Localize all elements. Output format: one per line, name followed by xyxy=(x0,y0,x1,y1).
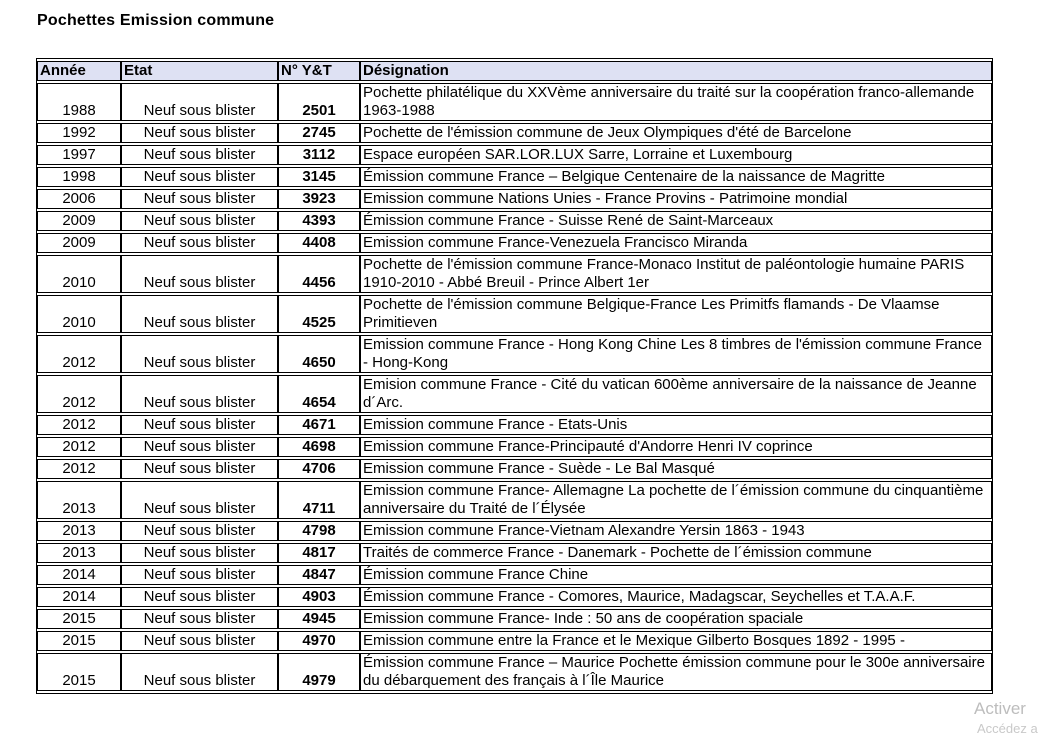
cell-designation: Pochette de l'émission commune Belgique-France Les Primitfs flamands - De Vlaamse Primitieven xyxy=(360,295,992,333)
cell-numero: 4654 xyxy=(278,375,360,413)
cell-annee: 2012 xyxy=(37,415,121,435)
cell-numero: 4847 xyxy=(278,565,360,585)
cell-designation: Emission commune France - Hong Kong Chine Les 8 timbres de l'émission commune France - Hong-Kong xyxy=(360,335,992,373)
cell-annee: 1997 xyxy=(37,145,121,165)
cell-numero: 3112 xyxy=(278,145,360,165)
cell-annee: 2015 xyxy=(37,609,121,629)
cell-etat: Neuf sous blister xyxy=(121,543,278,563)
cell-designation: Traités de commerce France - Danemark - Pochette de l´émission commune xyxy=(360,543,992,563)
cell-designation: Espace européen SAR.LOR.LUX Sarre, Lorraine et Luxembourg xyxy=(360,145,992,165)
header-designation: Désignation xyxy=(360,61,992,81)
table-row xyxy=(37,233,992,253)
cell-annee: 2015 xyxy=(37,631,121,651)
table-row xyxy=(37,335,992,373)
cell-annee: 2014 xyxy=(37,587,121,607)
cell-numero: 4698 xyxy=(278,437,360,457)
table-row xyxy=(37,295,992,333)
table-row xyxy=(37,189,992,209)
cell-numero: 4671 xyxy=(278,415,360,435)
header-etat: Etat xyxy=(121,61,278,81)
cell-numero: 3923 xyxy=(278,189,360,209)
cell-etat: Neuf sous blister xyxy=(121,609,278,629)
cell-etat: Neuf sous blister xyxy=(121,437,278,457)
cell-etat: Neuf sous blister xyxy=(121,145,278,165)
cell-designation: Emission commune entre la France et le Mexique Gilberto Bosques 1892 - 1995 - xyxy=(360,631,992,651)
cell-annee: 2012 xyxy=(37,459,121,479)
cell-etat: Neuf sous blister xyxy=(121,587,278,607)
cell-numero: 4979 xyxy=(278,653,360,691)
cell-etat: Neuf sous blister xyxy=(121,375,278,413)
cell-numero: 4408 xyxy=(278,233,360,253)
cell-numero: 4945 xyxy=(278,609,360,629)
cell-annee: 2010 xyxy=(37,295,121,333)
cell-designation: Émission commune France Chine xyxy=(360,565,992,585)
cell-annee: 2015 xyxy=(37,653,121,691)
cell-annee: 2014 xyxy=(37,565,121,585)
cell-annee: 2009 xyxy=(37,233,121,253)
cell-etat: Neuf sous blister xyxy=(121,631,278,651)
cell-annee: 2012 xyxy=(37,335,121,373)
table-row xyxy=(37,609,992,629)
cell-etat: Neuf sous blister xyxy=(121,335,278,373)
windows-activation-watermark-line1: Activer xyxy=(974,699,1026,718)
cell-etat: Neuf sous blister xyxy=(121,521,278,541)
cell-numero: 4525 xyxy=(278,295,360,333)
cell-numero: 4970 xyxy=(278,631,360,651)
cell-etat: Neuf sous blister xyxy=(121,481,278,519)
cell-numero: 4711 xyxy=(278,481,360,519)
cell-annee: 2012 xyxy=(37,375,121,413)
cell-annee: 2010 xyxy=(37,255,121,293)
header-row xyxy=(37,61,992,81)
cell-designation: Émission commune France - Comores, Maurice, Madagscar, Seychelles et T.A.A.F. xyxy=(360,587,992,607)
cell-etat: Neuf sous blister xyxy=(121,255,278,293)
cell-etat: Neuf sous blister xyxy=(121,565,278,585)
cell-numero: 3145 xyxy=(278,167,360,187)
cell-numero: 4706 xyxy=(278,459,360,479)
cell-designation: Émission commune France - Suisse René de Saint-Marceaux xyxy=(360,211,992,231)
table-row xyxy=(37,437,992,457)
cell-numero: 2745 xyxy=(278,123,360,143)
cell-designation: Émission commune France – Belgique Centenaire de la naissance de Magritte xyxy=(360,167,992,187)
cell-etat: Neuf sous blister xyxy=(121,233,278,253)
cell-designation: Emision commune France - Cité du vatican 600ème anniversaire de la naissance de Jeanne d´Arc. xyxy=(360,375,992,413)
cell-designation: Emission commune France- Allemagne La pochette de l´émission commune du cinquantième anniversaire du Traité de l´Élysée xyxy=(360,481,992,519)
cell-annee: 2012 xyxy=(37,437,121,457)
cell-numero: 2501 xyxy=(278,83,360,121)
cell-designation: Emission commune France-Vietnam Alexandre Yersin 1863 - 1943 xyxy=(360,521,992,541)
cell-etat: Neuf sous blister xyxy=(121,83,278,121)
cell-designation: Emission commune France - Suède - Le Bal Masqué xyxy=(360,459,992,479)
cell-annee: 1988 xyxy=(37,83,121,121)
cell-etat: Neuf sous blister xyxy=(121,167,278,187)
table-row xyxy=(37,521,992,541)
table-row xyxy=(37,587,992,607)
cell-designation: Pochette de l'émission commune de Jeux Olympiques d'été de Barcelone xyxy=(360,123,992,143)
cell-numero: 4650 xyxy=(278,335,360,373)
header-numero-yt: N° Y&T xyxy=(278,61,360,81)
table-row xyxy=(37,83,992,121)
cell-numero: 4456 xyxy=(278,255,360,293)
table-row xyxy=(37,653,992,691)
cell-annee: 2006 xyxy=(37,189,121,209)
cell-etat: Neuf sous blister xyxy=(121,123,278,143)
table-row xyxy=(37,145,992,165)
windows-activation-watermark-line2: Accédez a xyxy=(977,721,1038,736)
cell-designation: Emission commune France-Principauté d'Andorre Henri IV coprince xyxy=(360,437,992,457)
common-issue-pouches-table xyxy=(36,58,993,694)
cell-etat: Neuf sous blister xyxy=(121,189,278,209)
table-row xyxy=(37,565,992,585)
table-row xyxy=(37,543,992,563)
cell-designation: Pochette philatélique du XXVème anniversaire du traité sur la coopération franco-allemande 1963-1988 xyxy=(360,83,992,121)
cell-numero: 4393 xyxy=(278,211,360,231)
header-annee: Année xyxy=(37,61,121,81)
cell-numero: 4798 xyxy=(278,521,360,541)
cell-designation: Emission commune France- Inde : 50 ans de coopération spaciale xyxy=(360,609,992,629)
table-row xyxy=(37,255,992,293)
cell-annee: 1998 xyxy=(37,167,121,187)
cell-designation: Emission commune France-Venezuela Francisco Miranda xyxy=(360,233,992,253)
table-row xyxy=(37,481,992,519)
table-row xyxy=(37,415,992,435)
table-row xyxy=(37,123,992,143)
cell-annee: 1992 xyxy=(37,123,121,143)
cell-etat: Neuf sous blister xyxy=(121,653,278,691)
page-title: Pochettes Emission commune xyxy=(37,12,275,29)
cell-etat: Neuf sous blister xyxy=(121,211,278,231)
cell-designation: Emission commune Nations Unies - France Provins - Patrimoine mondial xyxy=(360,189,992,209)
cell-etat: Neuf sous blister xyxy=(121,295,278,333)
table-row xyxy=(37,631,992,651)
cell-annee: 2013 xyxy=(37,521,121,541)
cell-annee: 2013 xyxy=(37,543,121,563)
cell-etat: Neuf sous blister xyxy=(121,459,278,479)
cell-etat: Neuf sous blister xyxy=(121,415,278,435)
cell-annee: 2013 xyxy=(37,481,121,519)
table-row xyxy=(37,167,992,187)
cell-annee: 2009 xyxy=(37,211,121,231)
table-row xyxy=(37,459,992,479)
table-row xyxy=(37,375,992,413)
cell-numero: 4817 xyxy=(278,543,360,563)
table-row xyxy=(37,211,992,231)
cell-designation: Émission commune France – Maurice Pochette émission commune pour le 300e anniversaire du débarquement des français à l´Île Maurice xyxy=(360,653,992,691)
cell-numero: 4903 xyxy=(278,587,360,607)
cell-designation: Emission commune France - Etats-Unis xyxy=(360,415,992,435)
cell-designation: Pochette de l'émission commune France-Monaco Institut de paléontologie humaine PARIS 1910-2010 - Abbé Breuil - Prince Albert 1er xyxy=(360,255,992,293)
